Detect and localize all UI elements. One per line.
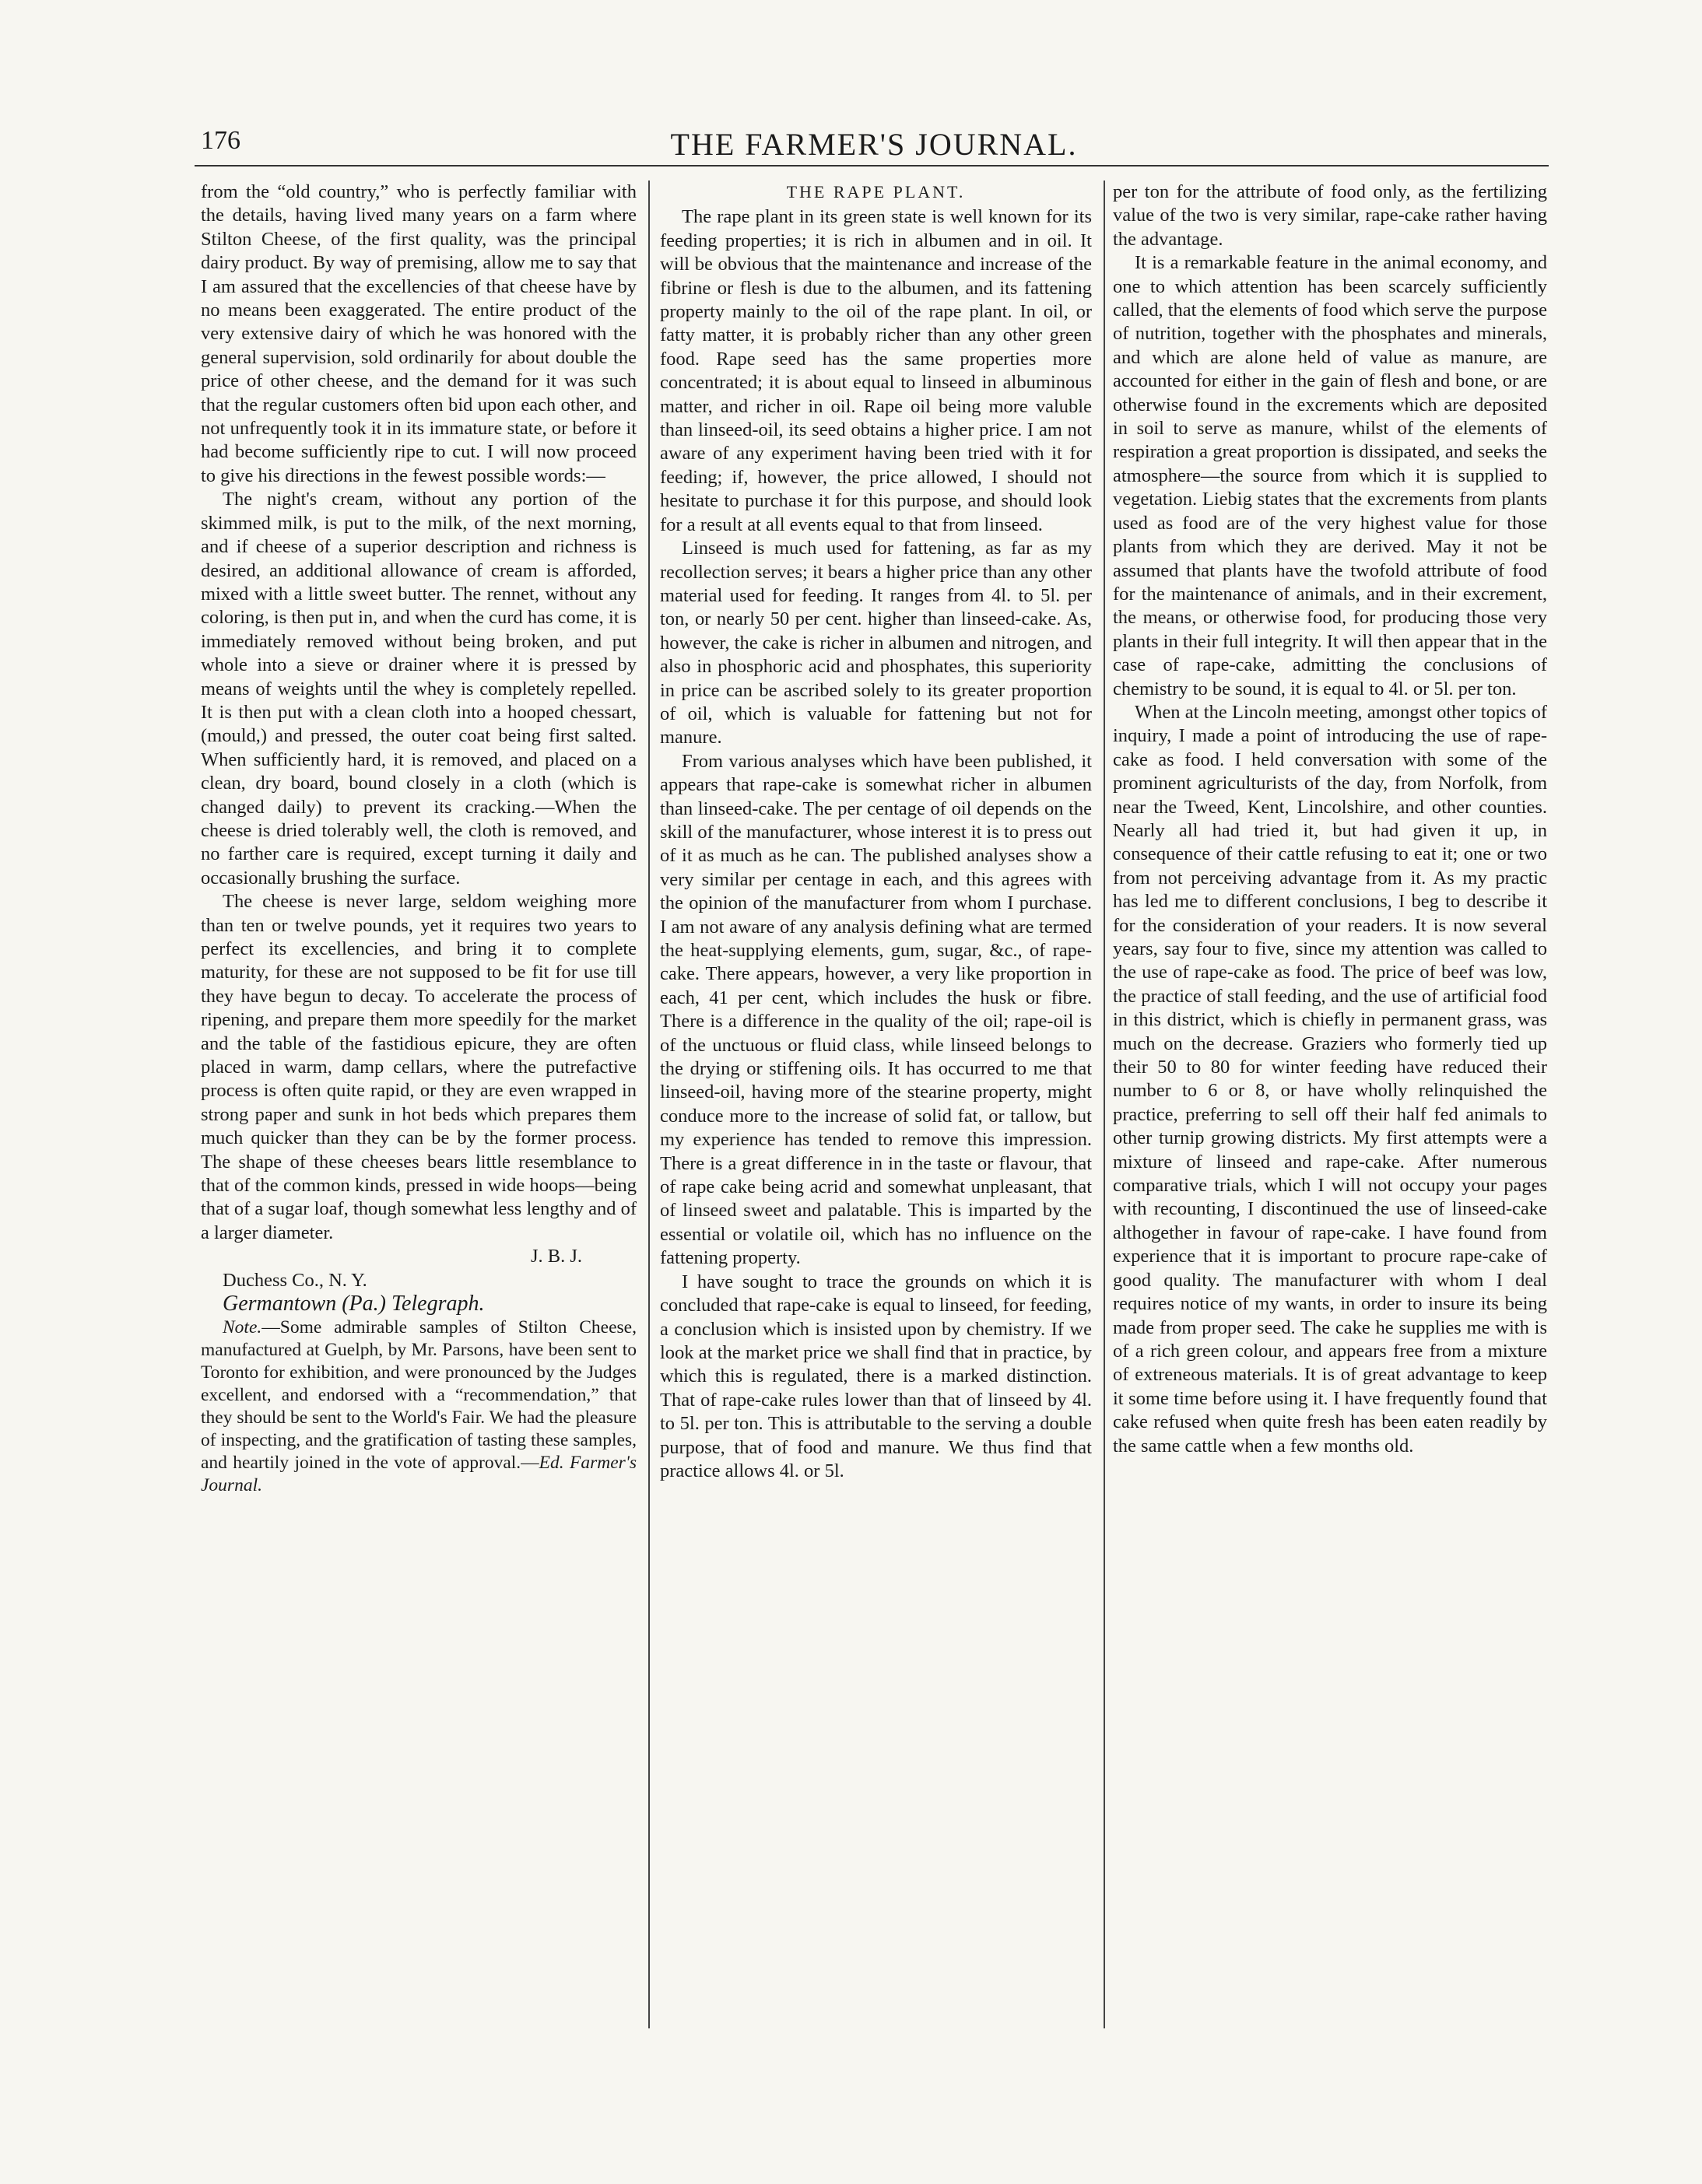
note-label: Note. bbox=[223, 1316, 262, 1337]
paragraph: The rape plant in its green state is well known for its feeding properties; it is rich in albumen and in oil. It will be obvious that the maintenance and increase of the fibrine or flesh is due to the albumen, and its fattening property mainly to the oil of the rape plant. In oil, or fatty matter, it is probably richer than any other green food. Rape seed has the same properties more concentrated; it is about equal to linseed in albuminous matter, and richer in oil. Rape oil being more valuble than linseed-oil, its seed obtains a higher price. I am not aware of any experiment having been tried with it for feeding; if, however, the price allowed, I should not hesitate to purchase it for this purpose, and should look for a result at all events equal to that from linseed. bbox=[660, 206, 1092, 535]
column-1 bbox=[201, 181, 637, 2032]
paragraph: Linseed is much used for fattening, as far as my recollection serves; it bears a higher price than any other material used for feeding. It ranges from 4l. to 5l. per ton, or nearly 50 per cent. higher than linseed-cake. As, however, the cake is richer in albumen and nitrogen, and also in phosphoric acid and phosphates, this superiority in price can be ascribed solely to its greater proportion of oil, which is valuable for fattening but not for manure. bbox=[660, 538, 1092, 748]
paragraph: per ton for the attribute of food only, as the fertilizing value of the two is very similar, rape-cake rather having the advantage. bbox=[1113, 181, 1547, 250]
source-credit: Germantown (Pa.) Telegraph. bbox=[223, 1292, 485, 1316]
page-header bbox=[201, 126, 1547, 165]
article-title: THE RAPE PLANT. bbox=[786, 182, 966, 202]
page-number: 176 bbox=[201, 126, 240, 155]
paragraph: From various analyses which have been published, it appears that rape-cake is somewhat richer in albumen than linseed-cake. The per centage of oil depends on the skill of the manufacturer, whose interest it is to press out of it as much as he can. The published analyses show a very similar per centage in each, and this agrees with the opinion of the manufacturer from whom I purchase. I am not aware of any analysis defining what are termed the heat-supplying elements, gum, sugar, &c., of rape-cake. There appears, however, a very like proportion in each, 41 per cent, which includes the husk or fibre. There is a difference in the quality of the oil; rape-oil is of the unctuous or fluid class, while linseed belongs to the drying or stiffening oils. It has occurred to me that linseed-oil, having more of the stearine property, might conduce more to the increase of solid fat, or tallow, but my experience has tended to remove this impression. There is a great difference in in the taste or flavour, that of rape cake being acrid and somewhat unpleasant, that of linseed sweet and palatable. This is imparted by the essential or volatile oil, which has no influence on the fattening property. bbox=[660, 750, 1092, 1269]
text-columns bbox=[201, 181, 1547, 2032]
paragraph: When at the Lincoln meeting, amongst other topics of inquiry, I made a point of introducing the use of rape-cake as food. I held conversation with some of the prominent agriculturists of the day, from Norfolk, from near the Tweed, Kent, Lincolshire, and other counties. Nearly all had tried it, but had given it up, in consequence of their cattle refusing to eat it; one or two from not perceiving advantage from it. As my practic has led me to different conclusions, I beg to describe it for the consideration of your readers. It is now several years, say four to five, since my attention was called to the use of rape-cake as food. The price of beef was low, the practice of stall feeding, and the use of artificial food in this district, which is chiefly in permanent grass, was much on the decrease. Graziers who formerly tied up their 50 to 80 for winter feeding have reduced their number to 6 or 8, or have wholly relinquished the practice, preferring to sell off their half fed animals to other turnip growing districts. My first attempts were a mixture of linseed and rape-cake. After numerous comparative trials, which I will not occupy your pages with recounting, I discontinued the use of linseed-cake althogether in favour of rape-cake. I have found from experience that it is important to procure rape-cake of good quality. The manufacturer with whom I deal requires notice of my wants, in order to insure its being made from proper seed. The cake he supplies me with is of a rich green colour, and appears free from a mixture of extreneous materials. It is of great advantage to keep it some time before using it. I have frequently found that cake refused when quite fresh has been eaten readily by the same cattle when a few months old. bbox=[1113, 701, 1547, 1457]
author-signature: J. B. J. bbox=[530, 1246, 582, 1267]
paragraph: from the “old country,” who is perfectly familiar with the details, having lived many years on a farm where Stilton Cheese, of the first quality, was the principal dairy product. By way of premising, allow me to say that I am assured that the excellencies of that cheese have by no means been exaggerated. The entire product of the very extensive dairy of which he was honored with the general supervision, sold ordinarily for about double the price of other cheese, and the demand for it was such that the regular customers often bid upon each other, and not unfrequently took it in its immature state, or before it had become sufficiently ripe to cut. I will now proceed to give his directions in the fewest possible words:— bbox=[201, 181, 637, 486]
running-title: THE FARMER'S JOURNAL. bbox=[670, 127, 1078, 162]
paragraph: The night's cream, without any portion of the skimmed milk, is put to the milk, of the next morning, and if cheese of a superior description and richness is desired, an additional allowance of cream is afforded, mixed with a little sweet butter. The rennet, without any coloring, is then put in, and when the curd has come, it is immediately removed without being broken, and put whole into a sieve or drainer where it is pressed by means of weights until the whey is completely repelled. It is then put with a clean cloth into a hooped chessart, (mould,) and pressed, the outer coat being first salted. When sufficiently hard, it is removed, and placed on a clean, dry board, bound closely in a cloth (which is changed daily) to prevent its cracking.—When the cheese is dried tolerably well, the cloth is removed, and no farther care is required, except turning it daily and occasionally brushing the surface. bbox=[201, 489, 637, 889]
note-signature: Ed. Farmer's Journal. bbox=[201, 1452, 637, 1495]
paragraph: I have sought to trace the grounds on which it is concluded that rape-cake is equal to linseed, for feeding, a conclusion which is insisted upon by chemistry. If we look at the market price we shall find that in practice, by which this is regulated, there is a marked distinction. That of rape-cake rules lower than that of linseed by 4l. to 5l. per ton. This is attributable to the serving a double purpose, that of food and manure. We thus find that practice allows 4l. or 5l. bbox=[660, 1271, 1092, 1481]
note-text: —Some admirable samples of Stilton Cheese, manufactured at Guelph, by Mr. Parsons, have been sent to Toronto for exhibition, and were pronounced by the Judges excellent, and endorsed with a “recommendation,” that they should be sent to the World's Fair. We had the pleasure of inspecting, and the gratification of tasting these samples, and heartily joined in the vote of approval.— bbox=[201, 1316, 637, 1473]
paragraph: The cheese is never large, seldom weighing more than ten or twelve pounds, yet it requires two years to perfect its excellencies, and bring it to complete maturity, for these are not supposed to be fit for use till they have begun to decay. To accelerate the process of ripening, and prepare them more speedily for the market and the table of the fastidious epicure, they are often placed in warm, damp cellars, where the putrefactive process is often quite rapid, or they are even wrapped in strong paper and sunk in hot beds which prepares them much quicker than they can be by the former process. The shape of these cheeses bears little resemblance to that of the common kinds, pressed in wide hoops—being that of a sugar loaf, though somewhat less lengthy and of a larger diameter. bbox=[201, 891, 637, 1243]
header-rule bbox=[195, 165, 1549, 167]
editor-note bbox=[201, 1316, 637, 1497]
paragraph: It is a remarkable feature in the animal economy, and one to which attention has been scarcely sufficiently called, that the elements of food which serve the purpose of nutrition, together with the phosphates and minerals, and which are alone held of value as manure, are accounted for either in the gain of flesh and bone, or are otherwise found in the excrements which are deposited in soil to serve as manure, whilst of the elements of respiration a great proportion is dissipated, and seeks the atmosphere—the source from which it is supplied to vegetation. Liebig states that the excrements from plants used as food are of the very highest value for those plants from which they are derived. May it not be assumed that plants have the twofold attribute of food for the maintenance of animals, and in their excrement, the means, or otherwise food, for producing those very plants in their full integrity. It will then appear that in the case of rape-cake, admitting the conclusions of chemistry to be sound, it is equal to 4l. or 5l. per ton. bbox=[1113, 252, 1547, 699]
column-2 bbox=[660, 181, 1092, 2032]
author-place: Duchess Co., N. Y. bbox=[223, 1269, 367, 1291]
column-3 bbox=[1113, 181, 1547, 2032]
